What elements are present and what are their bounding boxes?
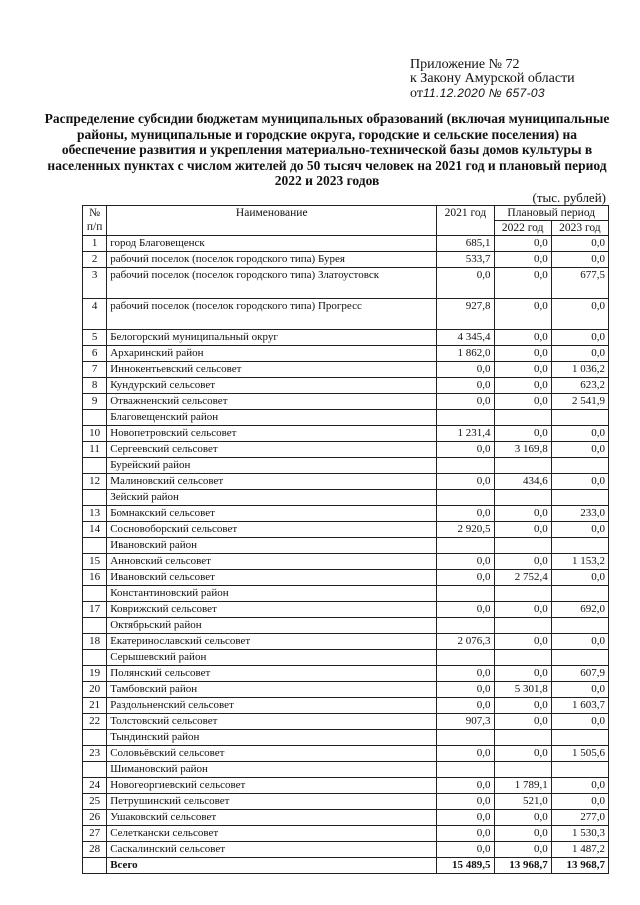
- cell-name: Петрушинский сельсовет: [107, 794, 437, 810]
- cell-num: 18: [83, 634, 107, 650]
- cell-district-name: Бурейский район: [107, 458, 437, 474]
- cell-2021: 0,0: [437, 746, 494, 762]
- table-row: [83, 746, 609, 762]
- table-row: [83, 268, 609, 299]
- cell-2023: 607,9: [551, 666, 608, 682]
- cell-num: 16: [83, 570, 107, 586]
- cell-2022: 0,0: [494, 826, 551, 842]
- cell-num: [83, 858, 107, 874]
- section-row: [83, 586, 609, 602]
- section-row: [83, 730, 609, 746]
- cell-2022: [494, 410, 551, 426]
- table-row: [83, 442, 609, 458]
- units-label: (тыс. рублей): [532, 190, 606, 205]
- section-row: [83, 458, 609, 474]
- cell-name: Бомнакский сельсовет: [107, 506, 437, 522]
- table-row: [83, 778, 609, 794]
- cell-2021: [437, 650, 494, 666]
- cell-2023: [551, 762, 608, 778]
- cell-num: 14: [83, 522, 107, 538]
- cell-2022: [494, 618, 551, 634]
- cell-2021: 0,0: [437, 602, 494, 618]
- total-row: [83, 858, 609, 874]
- cell-num: 23: [83, 746, 107, 762]
- cell-2022: 5 301,8: [494, 682, 551, 698]
- cell-2023: 0,0: [551, 570, 608, 586]
- appendix-header: [410, 58, 575, 101]
- cell-2022: 13 968,7: [494, 858, 551, 874]
- cell-2022: 0,0: [494, 810, 551, 826]
- cell-num: 2: [83, 252, 107, 268]
- table-row: [83, 634, 609, 650]
- cell-2023: 1 530,3: [551, 826, 608, 842]
- cell-num: 15: [83, 554, 107, 570]
- cell-name: Кундурский сельсовет: [107, 378, 437, 394]
- cell-name: рабочий поселок (поселок городского типа) Златоустовск: [107, 268, 437, 299]
- cell-district-name: Благовещенский район: [107, 410, 437, 426]
- subsidy-table: [82, 205, 609, 874]
- cell-2023: 233,0: [551, 506, 608, 522]
- cell-2021: 0,0: [437, 442, 494, 458]
- cell-2022: [494, 490, 551, 506]
- cell-2023: 0,0: [551, 426, 608, 442]
- cell-name: Коврижский сельсовет: [107, 602, 437, 618]
- cell-district-name: Константиновский район: [107, 586, 437, 602]
- cell-num: 28: [83, 842, 107, 858]
- cell-2021: 0,0: [437, 394, 494, 410]
- cell-2021: 0,0: [437, 666, 494, 682]
- table-row: [83, 666, 609, 682]
- cell-num: 24: [83, 778, 107, 794]
- cell-2023: 0,0: [551, 778, 608, 794]
- document-title: Распределение субсидии бюджетам муниципальных образований (включая муниципальные районы, муниципальные и городские округа, городские и сельские поселения) на обеспечение развития и укрепления материально-технической базы домов культуры в населенных пунктах с числом жителей до 50 тысяч человек на 2021 год и плановый период 2022 и 2023 годов: [44, 111, 610, 188]
- table-row: [83, 236, 609, 252]
- cell-2021: 0,0: [437, 826, 494, 842]
- cell-2023: 1 153,2: [551, 554, 608, 570]
- cell-2022: 0,0: [494, 602, 551, 618]
- cell-2023: 0,0: [551, 252, 608, 268]
- cell-name: Саскалинский сельсовет: [107, 842, 437, 858]
- table-row: [83, 570, 609, 586]
- cell-2022: 0,0: [494, 362, 551, 378]
- table-row: [83, 682, 609, 698]
- cell-num: [83, 458, 107, 474]
- cell-2022: 0,0: [494, 378, 551, 394]
- cell-2022: 3 169,8: [494, 442, 551, 458]
- cell-2023: 2 541,9: [551, 394, 608, 410]
- section-row: [83, 538, 609, 554]
- appendix-date-handwritten: 11.12.2020 № 657-03: [422, 86, 545, 100]
- table-row: [83, 506, 609, 522]
- cell-num: 1: [83, 236, 107, 252]
- cell-num: [83, 730, 107, 746]
- header-2021: 2021 год: [437, 206, 494, 236]
- cell-name: Архаринский район: [107, 346, 437, 362]
- cell-2021: 927,8: [437, 299, 494, 330]
- cell-2022: 0,0: [494, 506, 551, 522]
- cell-2022: [494, 538, 551, 554]
- cell-num: [83, 538, 107, 554]
- cell-num: 27: [83, 826, 107, 842]
- table-row: [83, 252, 609, 268]
- section-row: [83, 618, 609, 634]
- cell-2023: 0,0: [551, 714, 608, 730]
- cell-num: 5: [83, 330, 107, 346]
- cell-num: 7: [83, 362, 107, 378]
- appendix-law: к Закону Амурской области: [410, 71, 575, 86]
- cell-name: Полянский сельсовет: [107, 666, 437, 682]
- cell-name: город Благовещенск: [107, 236, 437, 252]
- cell-2023: 0,0: [551, 236, 608, 252]
- cell-2021: 0,0: [437, 362, 494, 378]
- table-row: [83, 698, 609, 714]
- cell-2022: [494, 458, 551, 474]
- cell-name: Анновский сельсовет: [107, 554, 437, 570]
- cell-district-name: Тындинский район: [107, 730, 437, 746]
- cell-name: Сосновоборский сельсовет: [107, 522, 437, 538]
- cell-2022: [494, 762, 551, 778]
- cell-2021: 0,0: [437, 570, 494, 586]
- cell-num: 6: [83, 346, 107, 362]
- cell-name: Раздольненский сельсовет: [107, 698, 437, 714]
- cell-2023: [551, 730, 608, 746]
- cell-district-name: Ивановский район: [107, 538, 437, 554]
- cell-2021: [437, 618, 494, 634]
- cell-2023: 623,2: [551, 378, 608, 394]
- cell-name: Тамбовский район: [107, 682, 437, 698]
- table-row: [83, 330, 609, 346]
- cell-num: [83, 650, 107, 666]
- cell-name: Новопетровский сельсовет: [107, 426, 437, 442]
- cell-2022: 0,0: [494, 394, 551, 410]
- cell-2021: 685,1: [437, 236, 494, 252]
- cell-2021: 0,0: [437, 778, 494, 794]
- cell-district-name: Шимановский район: [107, 762, 437, 778]
- cell-num: 11: [83, 442, 107, 458]
- cell-2023: 677,5: [551, 268, 608, 299]
- table-row: [83, 299, 609, 330]
- cell-2021: 0,0: [437, 506, 494, 522]
- cell-2021: 2 920,5: [437, 522, 494, 538]
- cell-2022: 0,0: [494, 426, 551, 442]
- cell-2022: 2 752,4: [494, 570, 551, 586]
- cell-2022: 0,0: [494, 268, 551, 299]
- table-row: [83, 378, 609, 394]
- cell-2023: [551, 586, 608, 602]
- cell-2023: 0,0: [551, 442, 608, 458]
- cell-2022: 0,0: [494, 554, 551, 570]
- cell-2022: [494, 586, 551, 602]
- cell-2023: 1 603,7: [551, 698, 608, 714]
- cell-num: [83, 490, 107, 506]
- table-row: [83, 714, 609, 730]
- table-row: [83, 522, 609, 538]
- cell-2022: 434,6: [494, 474, 551, 490]
- cell-name: Толстовский сельсовет: [107, 714, 437, 730]
- cell-num: [83, 410, 107, 426]
- header-2022: 2022 год: [494, 221, 551, 236]
- cell-2022: [494, 730, 551, 746]
- table-row: [83, 810, 609, 826]
- table-row: [83, 474, 609, 490]
- cell-2023: 277,0: [551, 810, 608, 826]
- cell-name: Сергеевский сельсовет: [107, 442, 437, 458]
- cell-2022: 521,0: [494, 794, 551, 810]
- section-row: [83, 490, 609, 506]
- cell-name: Иннокентьевский сельсовет: [107, 362, 437, 378]
- cell-2023: 13 968,7: [551, 858, 608, 874]
- table-row: [83, 362, 609, 378]
- cell-2022: 0,0: [494, 299, 551, 330]
- cell-num: 4: [83, 299, 107, 330]
- cell-2022: 0,0: [494, 236, 551, 252]
- cell-2021: 15 489,5: [437, 858, 494, 874]
- cell-num: 17: [83, 602, 107, 618]
- table-row: [83, 826, 609, 842]
- cell-num: 9: [83, 394, 107, 410]
- cell-2023: 0,0: [551, 346, 608, 362]
- cell-2023: 1 505,6: [551, 746, 608, 762]
- table-row: [83, 394, 609, 410]
- cell-num: 3: [83, 268, 107, 299]
- cell-2022: 0,0: [494, 842, 551, 858]
- cell-2023: [551, 458, 608, 474]
- cell-name: Малиновский сельсовет: [107, 474, 437, 490]
- cell-name: рабочий поселок (поселок городского типа) Бурея: [107, 252, 437, 268]
- cell-2022: 0,0: [494, 346, 551, 362]
- cell-name: Ивановский сельсовет: [107, 570, 437, 586]
- cell-2023: 0,0: [551, 474, 608, 490]
- cell-name: Белогорский муниципальный округ: [107, 330, 437, 346]
- cell-2021: [437, 490, 494, 506]
- appendix-date-prefix: от: [410, 86, 423, 101]
- cell-2021: 4 345,4: [437, 330, 494, 346]
- cell-2021: [437, 730, 494, 746]
- cell-num: 22: [83, 714, 107, 730]
- cell-district-name: Зейский район: [107, 490, 437, 506]
- cell-2023: 1 036,2: [551, 362, 608, 378]
- cell-2021: [437, 586, 494, 602]
- cell-2023: 0,0: [551, 682, 608, 698]
- cell-2021: 907,3: [437, 714, 494, 730]
- table-row: [83, 794, 609, 810]
- cell-2021: 0,0: [437, 682, 494, 698]
- header-name: Наименование: [107, 206, 437, 236]
- cell-num: [83, 762, 107, 778]
- section-row: [83, 650, 609, 666]
- cell-2022: 0,0: [494, 714, 551, 730]
- cell-num: 10: [83, 426, 107, 442]
- cell-2021: [437, 762, 494, 778]
- cell-2023: 0,0: [551, 299, 608, 330]
- cell-2022: 0,0: [494, 330, 551, 346]
- cell-2022: 1 789,1: [494, 778, 551, 794]
- cell-2021: 1 231,4: [437, 426, 494, 442]
- cell-2022: 0,0: [494, 634, 551, 650]
- cell-num: 8: [83, 378, 107, 394]
- cell-name: Отважненский сельсовет: [107, 394, 437, 410]
- table-row: [83, 346, 609, 362]
- table-row: [83, 602, 609, 618]
- cell-2023: 0,0: [551, 634, 608, 650]
- cell-name: Всего: [107, 858, 437, 874]
- cell-2021: 0,0: [437, 268, 494, 299]
- cell-2023: [551, 410, 608, 426]
- cell-2022: [494, 650, 551, 666]
- cell-2021: 0,0: [437, 794, 494, 810]
- cell-name: Ушаковский сельсовет: [107, 810, 437, 826]
- cell-num: 19: [83, 666, 107, 682]
- cell-num: 13: [83, 506, 107, 522]
- cell-2021: 0,0: [437, 474, 494, 490]
- appendix-date: [410, 86, 575, 101]
- cell-num: 26: [83, 810, 107, 826]
- cell-name: Соловьёвский сельсовет: [107, 746, 437, 762]
- cell-2021: 2 076,3: [437, 634, 494, 650]
- cell-2021: [437, 538, 494, 554]
- header-2023: 2023 год: [551, 221, 608, 236]
- cell-num: 25: [83, 794, 107, 810]
- header-num: № п/п: [83, 206, 107, 236]
- cell-2023: [551, 618, 608, 634]
- header-plan-period: Плановый период: [494, 206, 608, 221]
- cell-2021: 0,0: [437, 554, 494, 570]
- cell-name: Селеткански сельсовет: [107, 826, 437, 842]
- cell-name: Екатеринославский сельсовет: [107, 634, 437, 650]
- cell-2022: 0,0: [494, 522, 551, 538]
- cell-2023: 0,0: [551, 522, 608, 538]
- cell-2022: 0,0: [494, 666, 551, 682]
- cell-2023: [551, 490, 608, 506]
- cell-2021: 0,0: [437, 698, 494, 714]
- cell-2023: [551, 538, 608, 554]
- cell-2023: 692,0: [551, 602, 608, 618]
- cell-2023: 0,0: [551, 794, 608, 810]
- cell-num: 12: [83, 474, 107, 490]
- cell-2023: 1 487,2: [551, 842, 608, 858]
- cell-name: Новогеоргиевский сельсовет: [107, 778, 437, 794]
- cell-2022: 0,0: [494, 252, 551, 268]
- section-row: [83, 410, 609, 426]
- cell-num: 21: [83, 698, 107, 714]
- cell-num: [83, 586, 107, 602]
- cell-2022: 0,0: [494, 746, 551, 762]
- cell-name: рабочий поселок (поселок городского типа) Прогресс: [107, 299, 437, 330]
- table-row: [83, 842, 609, 858]
- section-row: [83, 762, 609, 778]
- cell-2021: 1 862,0: [437, 346, 494, 362]
- cell-district-name: Октябрьский район: [107, 618, 437, 634]
- table-row: [83, 554, 609, 570]
- cell-2023: [551, 650, 608, 666]
- cell-2021: [437, 458, 494, 474]
- cell-2021: 0,0: [437, 810, 494, 826]
- cell-2021: 0,0: [437, 378, 494, 394]
- appendix-number: Приложение № 72: [410, 57, 520, 72]
- cell-2021: [437, 410, 494, 426]
- cell-2021: 533,7: [437, 252, 494, 268]
- cell-district-name: Серышевский район: [107, 650, 437, 666]
- cell-num: [83, 618, 107, 634]
- cell-2022: 0,0: [494, 698, 551, 714]
- cell-num: 20: [83, 682, 107, 698]
- cell-2021: 0,0: [437, 842, 494, 858]
- cell-2023: 0,0: [551, 330, 608, 346]
- table-row: [83, 426, 609, 442]
